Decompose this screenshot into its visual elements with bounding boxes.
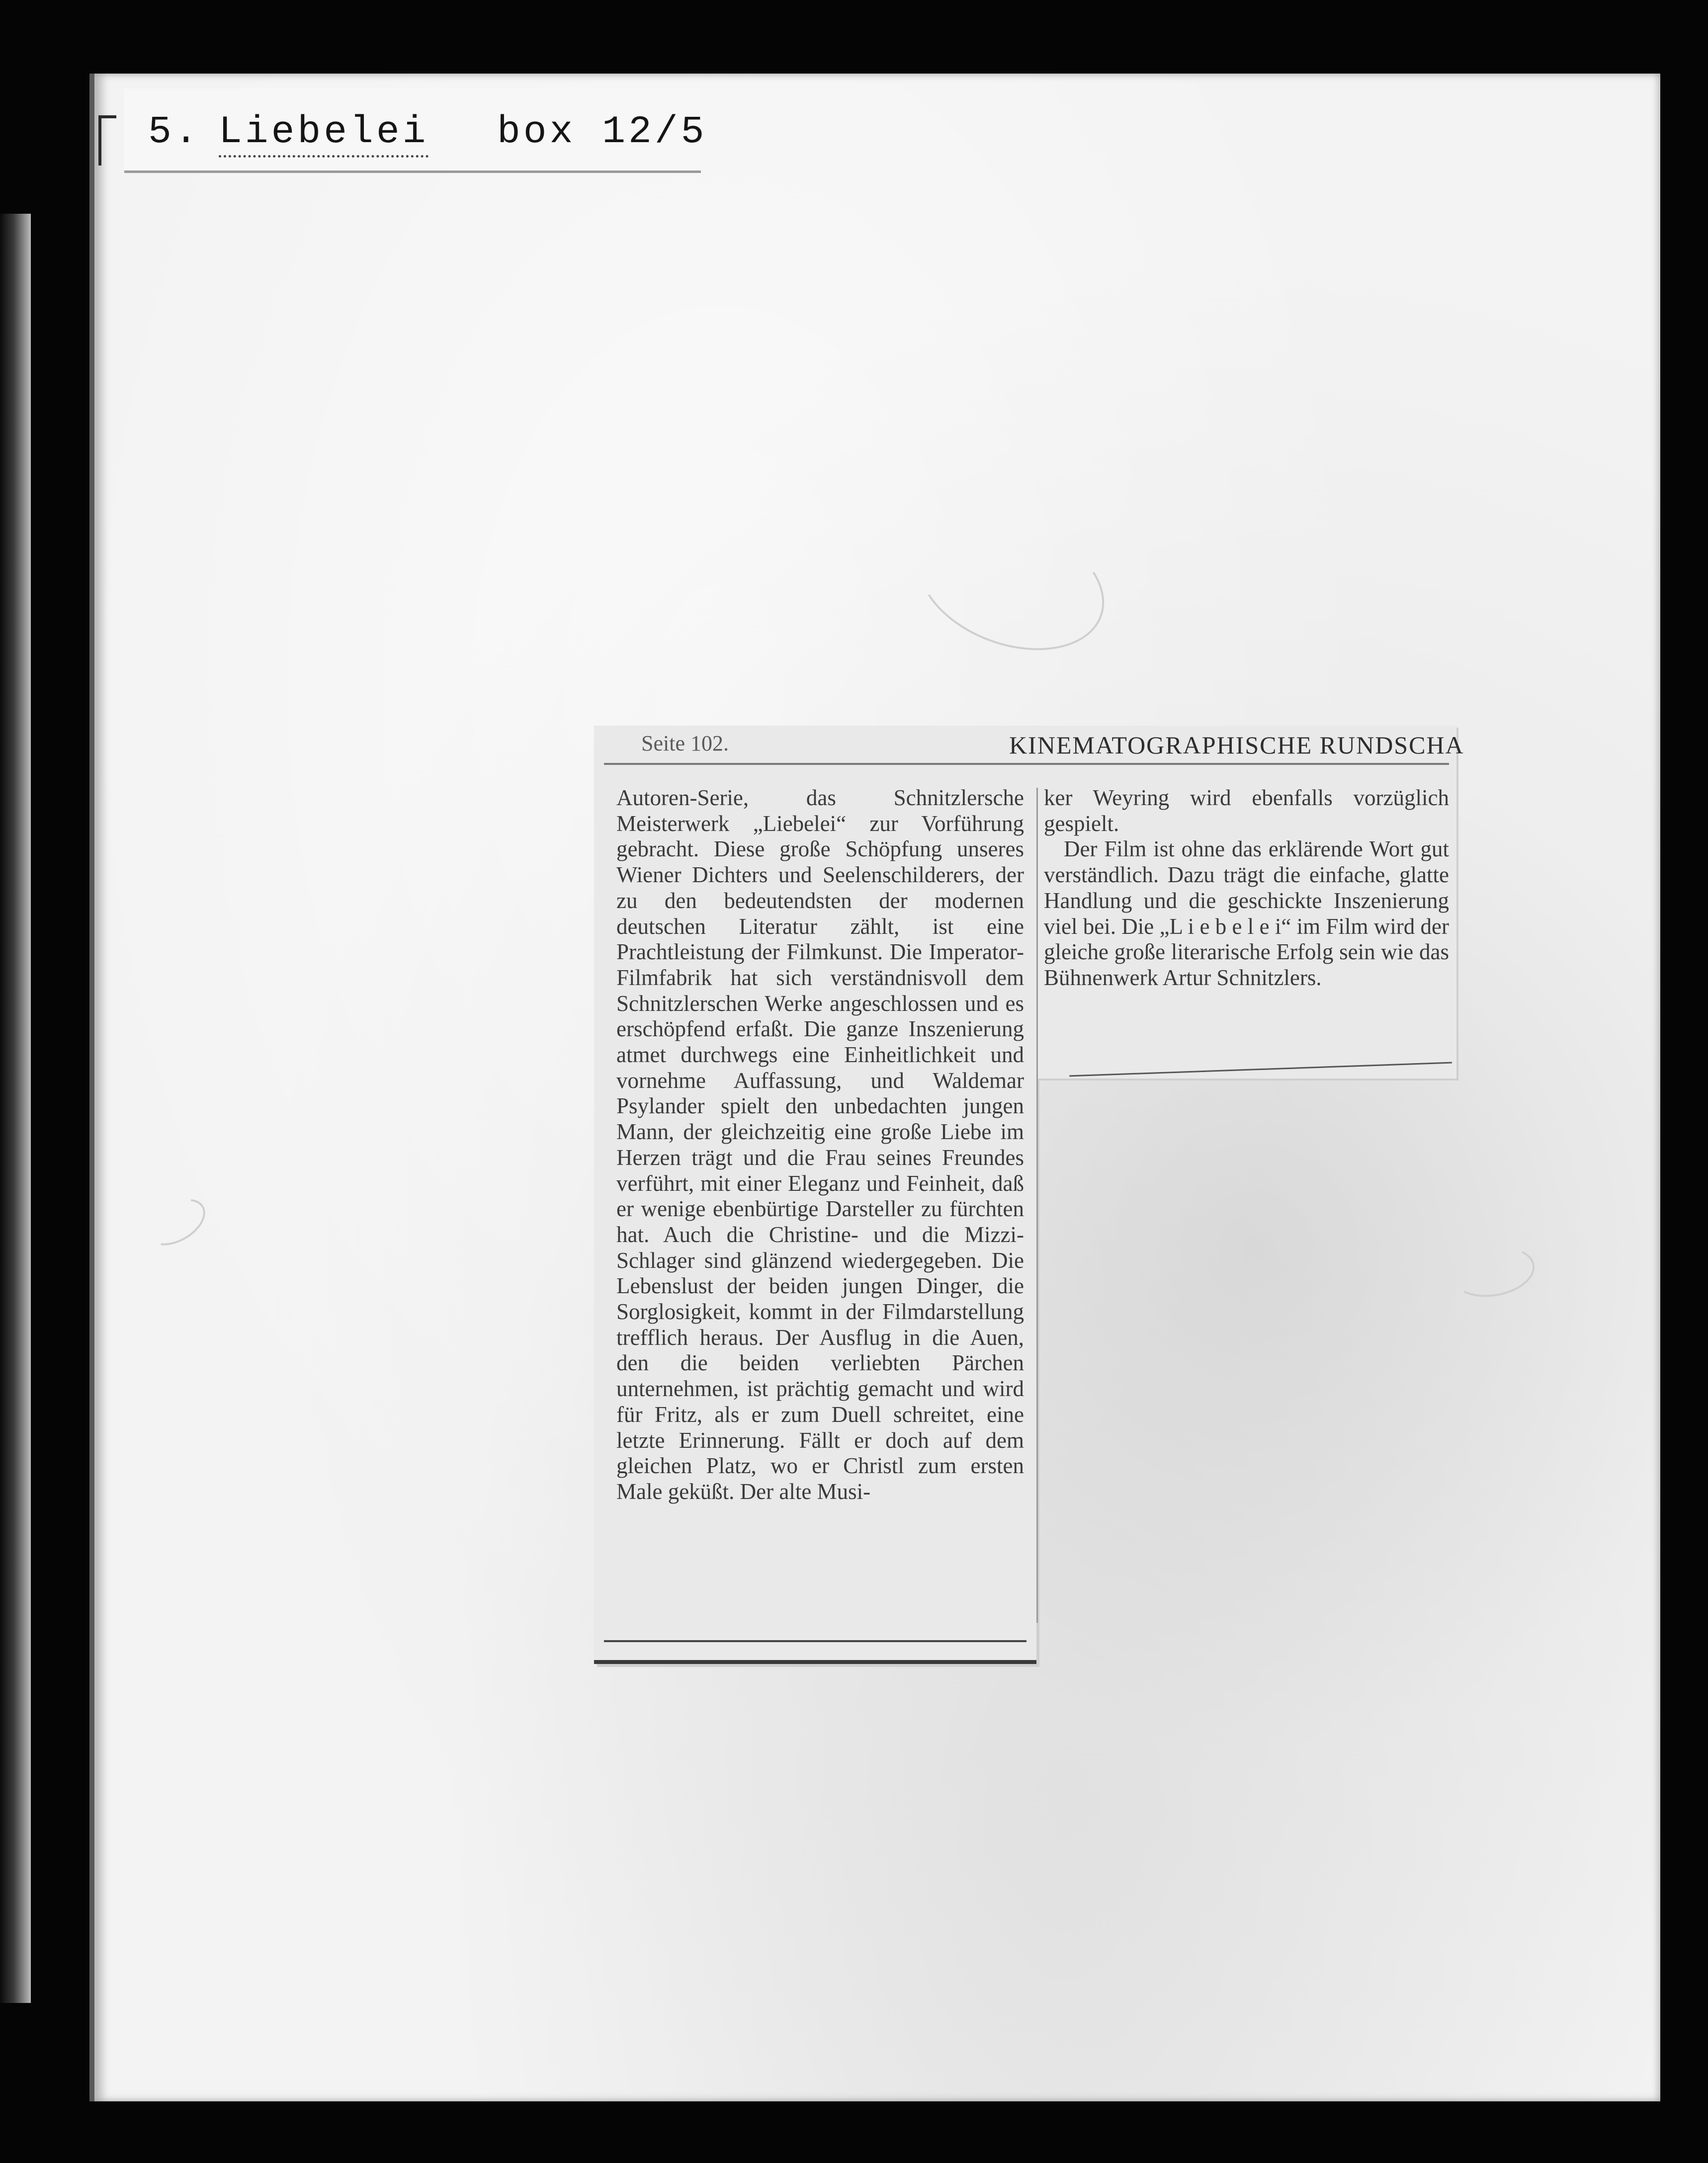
label-number: 5. bbox=[148, 110, 201, 154]
clipping-column-divider bbox=[1036, 788, 1038, 1623]
clipping-left-column bbox=[616, 785, 1024, 1505]
clipping-bottom-rule bbox=[604, 1640, 1026, 1647]
clipping-page-number: Seite 102. bbox=[641, 731, 729, 755]
clipping-publication-title: KINEMATOGRAPHISCHE RUNDSCHA bbox=[1009, 731, 1464, 759]
clipping-header-rule bbox=[604, 763, 1449, 765]
right-column-paragraph-1: ker Weyring wird ebenfalls vorzüglich gespielt. bbox=[1044, 785, 1449, 836]
label-bracket-mark bbox=[98, 115, 116, 166]
left-column-paragraph: Autoren-Serie, das Schnitzlersche Meisterwerk „Liebelei“ zur Vorführung gebracht. Diese große Schöpfung unseres Wiener Dichters und Seelenschilderers, der zu den bedeutendsten der modernen deutschen Literatur zählt, ist eine Prachtleistung der Filmkunst. Die Imperator-Filmfabrik hat sich verständnisvoll dem Schnitzlerschen Werke angeschlossen und es erschöpfend erfaßt. Die ganze Inszenierung atmet durchwegs eine Einheitlichkeit und vornehme Auffassung, und Waldemar Psylander spielt den unbedachten jungen Mann, der gleichzeitig eine große Liebe im Herzen trägt und die Frau seines Freundes verführt, mit einer Eleganz und Feinheit, daß er wenige ebenbürtige Darsteller zu fürchten hat. Auch die Christine- und die Mizzi-Schlager sind glänzend wiedergegeben. Die Lebenslust der beiden jungen Dinger, die Sorglosigkeit, kommt in der Filmdarstellung trefflich heraus. Der Ausflug in die Auen, den die beiden verliebten Pärchen unternehmen, ist prächtig gemacht und wird für Fritz, als er zum Duell schreitet, eine letzte Erinnerung. Fällt er doch auf dem gleichen Platz, wo er Christl zum ersten Male geküßt. Der alte Musi- bbox=[616, 785, 1024, 1504]
clipping-right-column bbox=[1044, 785, 1449, 991]
label-box-number: box 12/5 bbox=[497, 110, 707, 154]
previous-sheet-edge bbox=[0, 214, 31, 2003]
right-column-paragraph-2: Der Film ist ohne das erklärende Wort gut verständlich. Dazu trägt die einfache, glatte Handlung und die geschickte Inszenierung viel bei. Die „L i e b e l e i“ im Film wird der gleiche große literarische Erfolg sein wie das Bühnenwerk Artur Schnitzlers. bbox=[1044, 836, 1449, 990]
label-title: Liebelei bbox=[219, 110, 428, 158]
